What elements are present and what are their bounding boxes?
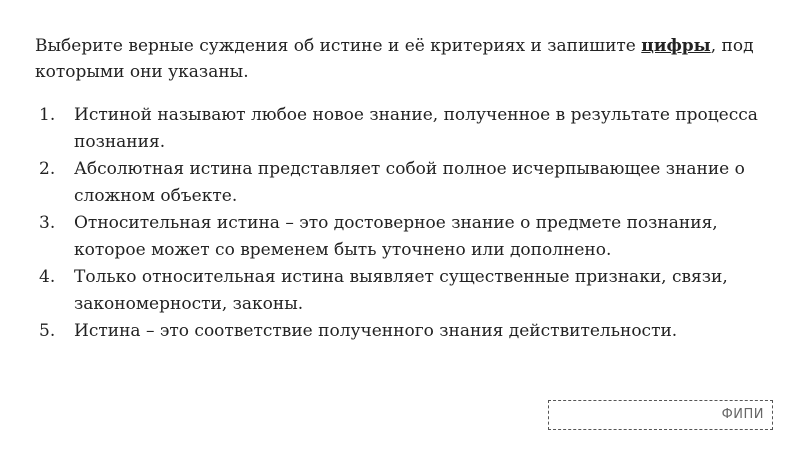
option-text: Относительная истина – это достоверное знание о предмете познания, которое может со временем быть уточнено или дополнено. xyxy=(74,213,718,260)
answer-option-1 xyxy=(35,102,775,156)
option-number: 3. xyxy=(39,213,56,233)
source-label: ФИПИ xyxy=(721,407,764,422)
option-number: 5. xyxy=(39,321,56,341)
option-number: 2. xyxy=(39,159,56,179)
option-text: Истиной называют любое новое знание, полученное в результате процесса познания. xyxy=(74,105,758,152)
answer-option-2 xyxy=(35,156,775,210)
source-box xyxy=(548,400,773,430)
option-number: 4. xyxy=(39,267,56,287)
option-text: Истина – это соответствие полученного знания действительности. xyxy=(74,321,678,341)
answer-options-list xyxy=(35,102,775,345)
answer-option-3 xyxy=(35,210,775,264)
option-number: 1. xyxy=(39,105,56,125)
instruction-text-start: Выберите верные суждения об истине и её критериях и запишите xyxy=(35,36,642,56)
instruction-emphasis: цифры xyxy=(641,36,711,56)
option-text: Абсолютная истина представляет собой полное исчерпывающее знание о сложном объекте. xyxy=(74,159,745,206)
answer-option-5 xyxy=(35,318,775,345)
task-instruction xyxy=(35,33,775,85)
answer-option-4 xyxy=(35,264,775,318)
task-block xyxy=(35,33,775,345)
option-text: Только относительная истина выявляет существенные признаки, связи, закономерности, законы. xyxy=(74,267,728,314)
instruction-text-end: , под которыми они указаны. xyxy=(35,36,754,82)
